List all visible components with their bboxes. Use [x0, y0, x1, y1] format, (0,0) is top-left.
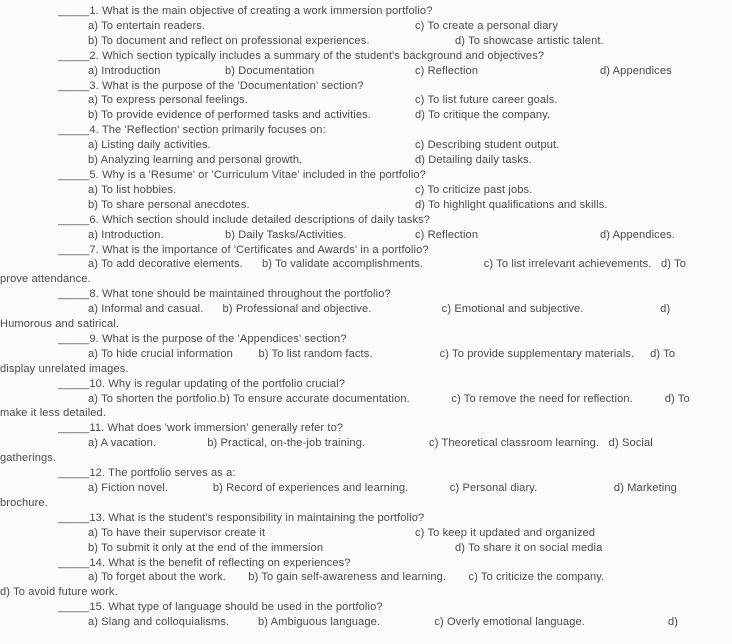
- option-continuation-line[interactable]: display unrelated images.: [0, 362, 129, 375]
- option-a[interactable]: a) Introduction.: [88, 228, 164, 241]
- option-c[interactable]: c) Reflection: [415, 228, 479, 241]
- option-d[interactable]: d) To showcase artistic talent.: [455, 34, 604, 47]
- option-c[interactable]: c) Reflection: [415, 64, 479, 77]
- option-flow-line[interactable]: a) To forget about the work. b) To gain self-awareness and learning. c) To criticize the company.: [88, 571, 605, 584]
- option-flow-line[interactable]: a) A vacation. b) Practical, on-the-job training. c) Theoretical classroom learning. d) Social: [88, 437, 653, 450]
- option-b[interactable]: b) Daily Tasks/Activities.: [225, 228, 347, 241]
- question-block: [0, 243, 732, 288]
- option-a[interactable]: a) Listing daily activities.: [88, 139, 211, 152]
- option-b[interactable]: b) Analyzing learning and personal growth.: [88, 154, 303, 167]
- option-a[interactable]: a) To express personal feelings.: [88, 94, 248, 107]
- question-stem: _____4. The 'Reflection' section primarily focuses on:: [58, 124, 326, 137]
- question-block: [0, 511, 732, 556]
- option-d[interactable]: d) To highlight qualifications and skills.: [415, 198, 608, 211]
- option-d[interactable]: d) To share it on social media: [455, 541, 603, 554]
- option-row: [0, 93, 732, 123]
- question-block: [0, 332, 732, 377]
- option-continuation-line[interactable]: gatherings.: [0, 452, 57, 465]
- option-row[interactable]: [0, 436, 732, 451]
- option-c[interactable]: c) To criticize past jobs.: [415, 183, 533, 196]
- question-stem: _____14. What is the benefit of reflecting on experiences?: [58, 556, 351, 569]
- option-a[interactable]: a) To entertain readers.: [88, 19, 206, 32]
- option-row[interactable]: [0, 347, 732, 362]
- question-stem: _____1. What is the main objective of creating a work immersion portfolio?: [58, 5, 433, 17]
- option-flow-line[interactable]: a) To shorten the portfolio.b) To ensure accurate documentation. c) To remove the need for reflection. d) To: [88, 392, 690, 405]
- question-block: [0, 377, 732, 422]
- option-c[interactable]: c) To keep it updated and organized: [415, 526, 596, 539]
- option-d[interactable]: d) To critique the company.: [415, 109, 551, 122]
- option-row: [0, 138, 732, 168]
- question-stem: _____2. Which section typically includes a summary of the student's background and objectives?: [58, 49, 545, 62]
- question-stem: _____5. Why is a 'Resume' or 'Curriculum Vitae' included in the portfolio?: [58, 168, 426, 181]
- question-stem: _____11. What does 'work immersion' generally refer to?: [58, 422, 344, 435]
- option-continuation-line[interactable]: make it less detailed.: [0, 407, 107, 420]
- option-b[interactable]: b) To document and reflect on professional experiences.: [88, 34, 370, 47]
- question-stem: _____7. What is the importance of 'Certificates and Awards' in a portfolio?: [58, 243, 429, 256]
- option-c[interactable]: c) To create a personal diary: [415, 19, 558, 32]
- option-d[interactable]: d) Appendices.: [600, 228, 675, 241]
- question-block: [0, 168, 732, 213]
- question-block: [0, 213, 732, 243]
- question-stem: _____13. What is the student's responsibility in maintaining the portfolio?: [58, 511, 425, 524]
- option-continuation-line[interactable]: prove attendance.: [0, 273, 91, 286]
- option-flow-line[interactable]: a) To hide crucial information b) To list random facts. c) To provide supplementary materials. d) To: [88, 347, 676, 360]
- option-b[interactable]: b) To share personal anecdotes.: [88, 198, 250, 211]
- option-b[interactable]: b) To provide evidence of performed tasks and activities.: [88, 109, 371, 122]
- option-row: [0, 183, 732, 213]
- option-continuation-line[interactable]: Humorous and satirical.: [0, 318, 120, 331]
- question-stem: _____12. The portfolio serves as a:: [58, 467, 236, 480]
- question-stem: _____9. What is the purpose of the 'Appendices' section?: [58, 332, 347, 345]
- question-stem: _____6. Which section should include detailed descriptions of daily tasks?: [58, 213, 431, 226]
- option-row: [0, 526, 732, 556]
- option-row[interactable]: [0, 302, 732, 317]
- option-continuation-line[interactable]: brochure.: [0, 496, 48, 509]
- option-row[interactable]: [0, 481, 732, 496]
- question-block: [0, 466, 732, 511]
- option-flow-line[interactable]: a) Slang and colloquialisms. b) Ambiguous language. c) Overly emotional language. d): [88, 616, 679, 629]
- question-block: [0, 556, 732, 601]
- question-stem: _____3. What is the purpose of the 'Documentation' section?: [58, 79, 364, 92]
- option-row[interactable]: [0, 615, 732, 630]
- option-b[interactable]: b) To submit it only at the end of the immersion: [88, 541, 324, 554]
- question-block: [0, 287, 732, 332]
- option-b[interactable]: b) Documentation: [225, 64, 315, 77]
- question-stem: _____8. What tone should be maintained throughout the portfolio?: [58, 288, 391, 301]
- option-row[interactable]: [0, 392, 732, 407]
- option-a[interactable]: a) To list hobbies.: [88, 183, 177, 196]
- option-d[interactable]: d) Detailing daily tasks.: [415, 154, 532, 167]
- option-row: [0, 228, 732, 243]
- option-c[interactable]: c) Describing student output.: [415, 139, 560, 152]
- question-block: [0, 600, 732, 630]
- quiz-question-list: [0, 4, 732, 630]
- option-row: [0, 64, 732, 79]
- question-block: [0, 123, 732, 168]
- option-row: [0, 19, 732, 49]
- option-a[interactable]: a) Introduction: [88, 64, 161, 77]
- option-flow-line[interactable]: a) Informal and casual. b) Professional and objective. c) Emotional and subjective. d): [88, 303, 671, 316]
- question-block: [0, 421, 732, 466]
- option-d[interactable]: d) Appendices: [600, 64, 672, 77]
- question-stem: _____15. What type of language should be used in the portfolio?: [58, 601, 383, 614]
- option-c[interactable]: c) To list future career goals.: [415, 94, 558, 107]
- option-flow-line[interactable]: a) Fiction novel. b) Record of experiences and learning. c) Personal diary. d) Marketing: [88, 482, 677, 494]
- question-stem: _____10. Why is regular updating of the portfolio crucial?: [58, 377, 346, 390]
- option-flow-line[interactable]: a) To add decorative elements. b) To validate accomplishments. c) To list irrelevant achievements. d) To: [88, 258, 687, 271]
- question-block: [0, 4, 732, 49]
- option-continuation-line[interactable]: d) To avoid future work.: [0, 586, 118, 599]
- option-row[interactable]: [0, 570, 732, 585]
- question-block: [0, 79, 732, 124]
- question-block: [0, 49, 732, 79]
- option-a[interactable]: a) To have their supervisor create it: [88, 526, 266, 539]
- option-row[interactable]: [0, 257, 732, 272]
